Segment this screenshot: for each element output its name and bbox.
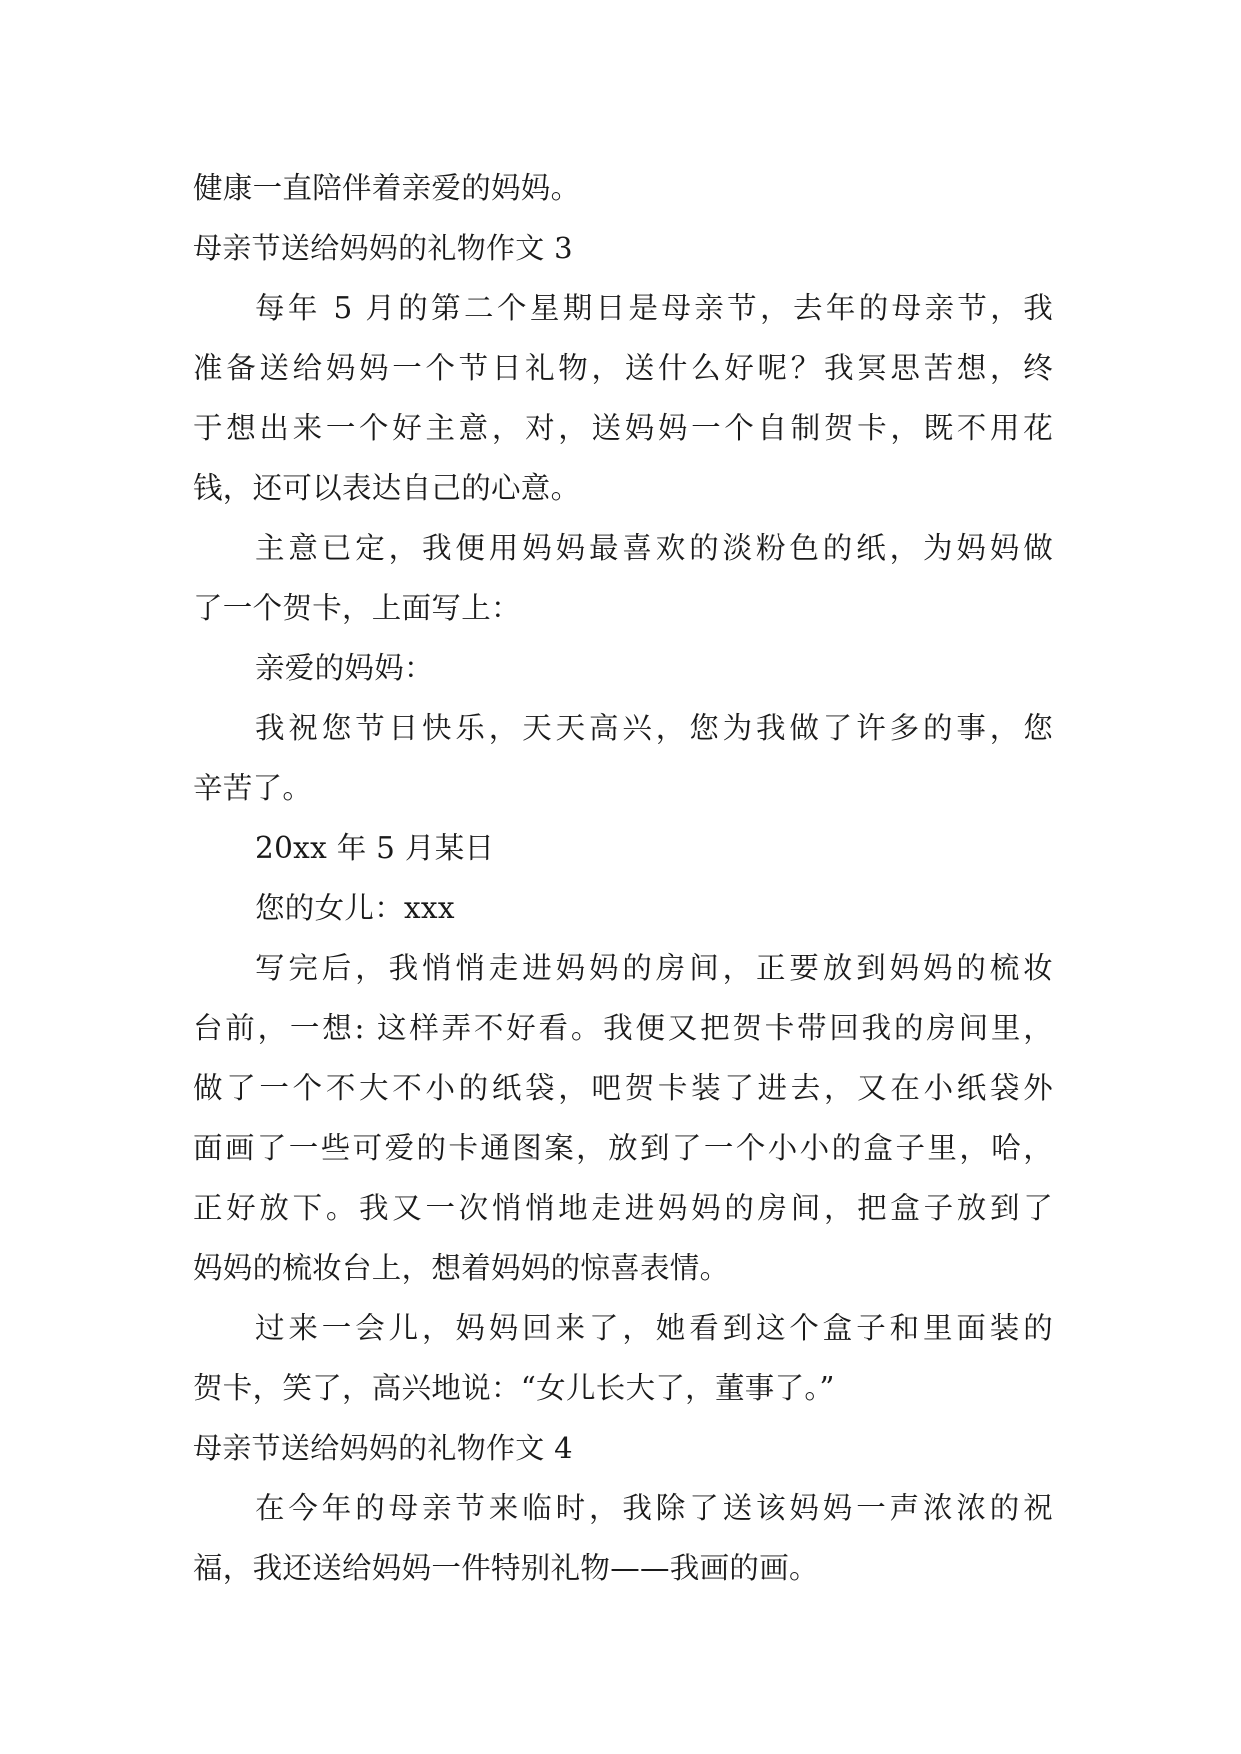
text-line: 主意已定，我便用妈妈最喜欢的淡粉色的纸，为妈妈做: [255, 531, 1053, 565]
text-line: 正好放下。我又一次悄悄地走进妈妈的房间，把盒子放到了: [193, 1191, 1053, 1225]
document-body: [193, 158, 1053, 1598]
text-line: 辛苦了。: [193, 771, 313, 805]
text-line: 20xx 年 5 月某日: [255, 831, 495, 865]
text-line: 写完后，我悄悄走进妈妈的房间，正要放到妈妈的梳妆: [255, 951, 1053, 985]
text-line: 准备送给妈妈一个节日礼物，送什么好呢？我冥思苦想，终: [193, 351, 1053, 385]
text-line: 做了一个不大不小的纸袋，吧贺卡装了进去，又在小纸袋外: [193, 1071, 1053, 1105]
text-line: 您的女儿：xxx: [255, 891, 455, 925]
text-line: 亲爱的妈妈：: [255, 651, 434, 685]
text-line: 我祝您节日快乐，天天高兴，您为我做了许多的事，您: [255, 711, 1053, 745]
text-line: 台前，一想: 这样弄不好看。我便又把贺卡带回我的房间里，: [193, 1011, 1053, 1045]
section-heading: 母亲节送给妈妈的礼物作文 4: [193, 1431, 573, 1465]
text-line: 过来一会儿，妈妈回来了，她看到这个盒子和里面装的: [255, 1311, 1053, 1345]
text-line: 在今年的母亲节来临时，我除了送该妈妈一声浓浓的祝: [255, 1491, 1053, 1525]
section-heading: 母亲节送给妈妈的礼物作文 3: [193, 231, 573, 265]
text-line: 了一个贺卡，上面写上：: [193, 591, 521, 625]
text-line: 每年 5 月的第二个星期日是母亲节，去年的母亲节，我: [255, 291, 1053, 325]
text-line: 妈妈的梳妆台上，想着妈妈的惊喜表情。: [193, 1251, 730, 1285]
text-line: 贺卡，笑了，高兴地说：“女儿长大了，董事了。”: [193, 1371, 835, 1405]
text-line: 钱，还可以表达自己的心意。: [193, 471, 581, 505]
text-line: 面画了一些可爱的卡通图案，放到了一个小小的盒子里，哈，: [193, 1131, 1053, 1165]
text-line: 于想出来一个好主意，对，送妈妈一个自制贺卡，既不用花: [193, 411, 1053, 445]
text-line: 福，我还送给妈妈一件特别礼物——我画的画。: [193, 1551, 819, 1585]
text-line: 健康一直陪伴着亲爱的妈妈。: [193, 171, 581, 205]
